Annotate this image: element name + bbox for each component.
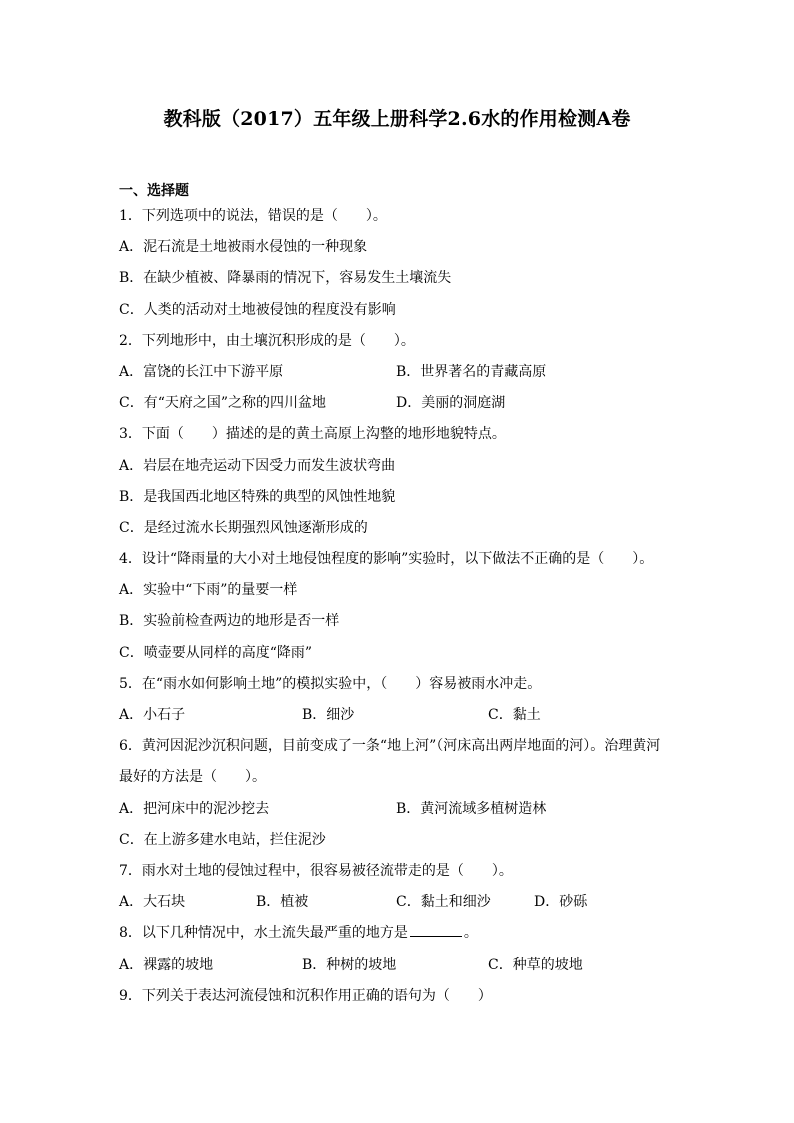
q5-option-a: A．小石子	[119, 707, 186, 723]
question-7: 7．雨水对土地的侵蚀过程中，很容易被径流带走的是（ ）。	[119, 862, 513, 879]
q8-options-row	[119, 950, 679, 981]
question-5: 5．在“雨水如何影响土地”的模拟实验中，（ ）容易被雨水冲走。	[119, 675, 542, 692]
q8-option-c: C．种草的坡地	[488, 956, 583, 973]
question-3: 3．下面（ ）描述的是的黄土高原上沟整的地形地貌特点。	[119, 426, 506, 443]
question-9: 9．下列关于表达河流侵蚀和沉积作用正确的语句为（ ）	[119, 987, 492, 1004]
q7-option-d: D．砂砾	[534, 894, 588, 911]
q7-options-row	[119, 887, 679, 918]
q6-option-b: B．黄河流域多植树造林	[396, 800, 547, 817]
q3-option-b: B．是我国西北地区特殊的典型的风蚀性地貌	[119, 488, 396, 505]
q4-option-c: C．喷壶要从同样的高度“降雨”	[119, 644, 313, 661]
q1-option-c: C．人类的活动对土地被侵蚀的程度没有影响	[119, 301, 396, 318]
q6-options-row	[119, 794, 679, 825]
q7-option-a: A．大石块	[119, 894, 186, 911]
question-2: 2．下列地形中，由土壤沉积形成的是（ ）。	[119, 332, 415, 349]
q2-options-row-2	[119, 388, 679, 419]
q5-option-c: C．黏土	[488, 707, 541, 723]
page-title: 教科版（2017）五年级上册科学2.6水的作用检测A卷	[163, 108, 631, 130]
q2-options-row-1	[119, 357, 679, 388]
question-1: 1．下列选项中的说法，错误的是（ ）。	[119, 208, 387, 224]
q8-stem-after: 。	[463, 925, 478, 942]
question-6-continued: 最好的方法是（ ）。	[119, 769, 266, 786]
document-body	[119, 181, 679, 1012]
q1-option-a: A．泥石流是土地被雨水侵蚀的一种现象	[119, 239, 368, 256]
q5-options-row	[119, 700, 679, 731]
q6-option-c: C．在上游多建水电站，拦住泥沙	[119, 831, 326, 848]
q1-option-b: B．在缺少植被、降暴雨的情况下，容易发生土壤流失	[119, 270, 452, 287]
q5-option-b: B．细沙	[302, 707, 355, 723]
question-8	[119, 918, 679, 949]
q2-option-b: B．世界著名的青藏高原	[396, 363, 547, 380]
q2-option-c: C．有“天府之国”之称的四川盆地	[119, 395, 327, 412]
q8-option-a: A．裸露的坡地	[119, 956, 214, 973]
question-4: 4．设计“降雨量的大小对土地侵蚀程度的影响”实验时，以下做法不正确的是（ ）。	[119, 551, 654, 568]
q8-stem-before: 8．以下几种情况中，水土流失最严重的地方是	[119, 925, 408, 942]
q8-option-b: B．种树的坡地	[302, 956, 397, 973]
answer-blank	[410, 922, 462, 937]
q6-option-a: A．把河床中的泥沙挖去	[119, 800, 270, 817]
q4-option-b: B．实验前检查两边的地形是否一样	[119, 613, 340, 630]
q4-option-a: A．实验中“下雨”的量要一样	[119, 582, 298, 599]
q3-option-a: A．岩层在地壳运动下因受力而发生波状弯曲	[119, 457, 396, 474]
q7-option-b: B．植被	[256, 894, 309, 911]
q2-option-a: A．富饶的长江中下游平原	[119, 363, 284, 380]
q3-option-c: C．是经过流水长期强烈风蚀逐渐形成的	[119, 519, 368, 536]
section-heading: 一、选择题	[119, 183, 189, 199]
q7-option-c: C．黏土和细沙	[396, 894, 491, 911]
q2-option-d: D．美丽的洞庭湖	[396, 395, 506, 412]
question-6: 6．黄河因泥沙沉积问题，目前变成了一条“地上河”（河床高出两岸地面的河）。治理黄河	[119, 738, 661, 755]
